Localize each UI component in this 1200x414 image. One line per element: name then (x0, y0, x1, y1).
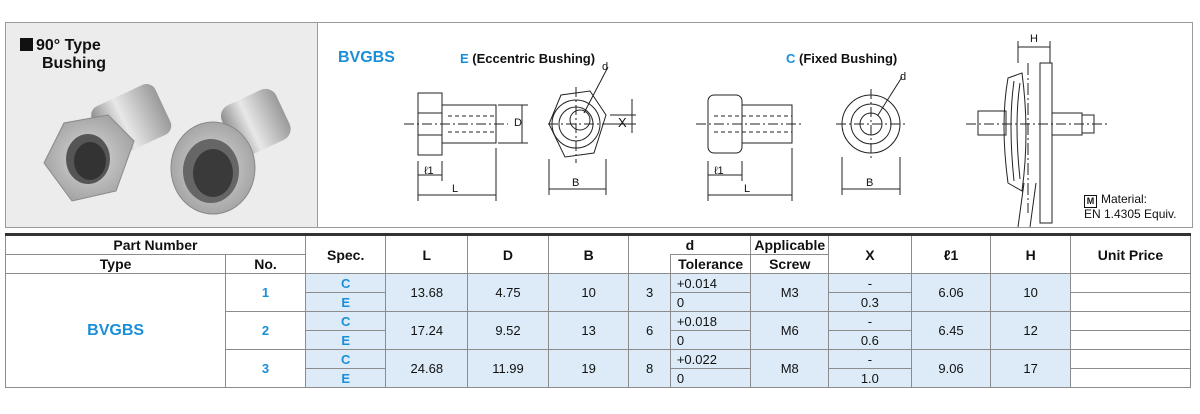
dimension-drawings (318, 23, 1192, 227)
unit-price-cell (1070, 312, 1190, 331)
l1-cell: 9.06 (911, 350, 991, 388)
no-cell: 3 (226, 350, 306, 388)
header-D: D (468, 235, 549, 274)
no-cell: 2 (226, 312, 306, 350)
L-cell: 24.68 (386, 350, 468, 388)
x-c-cell: - (829, 312, 912, 331)
header-no: No. (226, 255, 306, 274)
no-cell: 1 (226, 274, 306, 312)
x-e-cell: 0.3 (829, 293, 912, 312)
header-unit-price: Unit Price (1070, 235, 1190, 274)
series-name: BVGBS (338, 49, 395, 66)
x-e-cell: 1.0 (829, 369, 912, 388)
material-note: M Material: EN 1.4305 Equiv. (1084, 192, 1177, 221)
spec-e-cell[interactable]: E (305, 331, 386, 350)
dim-label-B-c: B (866, 177, 874, 189)
dim-label-d-c: d (900, 71, 907, 83)
spec-e-cell[interactable]: E (305, 369, 386, 388)
product-header-panel (5, 22, 1193, 228)
D-cell: 9.52 (468, 312, 549, 350)
technical-drawings (318, 23, 1192, 227)
type-cell: BVGBS (6, 274, 226, 388)
header-type: Type (6, 255, 226, 274)
tolerance-lower-cell: 0 (670, 369, 751, 388)
dim-label-x: X (618, 115, 627, 130)
header-spec: Spec. (305, 235, 386, 274)
tolerance-upper-cell: +0.018 (670, 312, 751, 331)
d-cell: 8 (629, 350, 670, 388)
dim-label-H: H (1030, 33, 1038, 45)
screw-cell: M3 (751, 274, 829, 312)
spec-c-cell[interactable]: C (305, 312, 386, 331)
header-applicable: Applicable (751, 235, 829, 255)
bushing-photo (6, 23, 317, 227)
unit-price-cell (1070, 331, 1190, 350)
eccentric-side-view (404, 93, 528, 201)
H-cell: 10 (991, 274, 1071, 312)
eccentric-front-view (548, 67, 636, 195)
unit-price-cell (1070, 369, 1190, 388)
H-cell: 17 (991, 350, 1071, 388)
type-title: 90° Type Bushing (20, 37, 106, 73)
header-X: X (829, 235, 912, 274)
D-cell: 11.99 (468, 350, 549, 388)
spec-e-cell[interactable]: E (305, 293, 386, 312)
x-e-cell: 0.6 (829, 331, 912, 350)
x-c-cell: - (829, 274, 912, 293)
header-L: L (386, 235, 468, 274)
spec-c-cell[interactable]: C (305, 350, 386, 369)
header-l1: ℓ1 (911, 235, 991, 274)
B-cell: 19 (548, 350, 629, 388)
d-cell: 6 (629, 312, 670, 350)
header-B: B (548, 235, 629, 274)
screw-cell: M6 (751, 312, 829, 350)
B-cell: 13 (548, 312, 629, 350)
spec-table (5, 233, 1191, 388)
d-cell: 3 (629, 274, 670, 312)
dim-label-l1-c: ℓ1 (714, 165, 724, 177)
tolerance-upper-cell: +0.014 (670, 274, 751, 293)
D-cell: 4.75 (468, 274, 549, 312)
H-cell: 12 (991, 312, 1071, 350)
header-screw: Screw (751, 255, 829, 274)
dim-label-l1-e: ℓ1 (424, 165, 434, 177)
unit-price-cell (1070, 274, 1190, 293)
dim-label-L-c: L (744, 183, 751, 195)
tolerance-upper-cell: +0.022 (670, 350, 751, 369)
header-tolerance: Tolerance (670, 255, 751, 274)
unit-price-cell (1070, 293, 1190, 312)
fixed-label: C (Fixed Bushing) (786, 51, 898, 66)
x-c-cell: - (829, 350, 912, 369)
tolerance-lower-cell: 0 (670, 331, 751, 350)
screw-cell: M8 (751, 350, 829, 388)
table-row (6, 274, 1191, 293)
header-H: H (991, 235, 1071, 274)
product-photo-panel (6, 23, 318, 227)
dim-label-d-e: d (602, 61, 609, 73)
header-row-1 (6, 235, 1191, 255)
L-cell: 13.68 (386, 274, 468, 312)
material-icon: M (1084, 195, 1097, 208)
dim-label-B-e: B (572, 177, 580, 189)
unit-price-cell (1070, 350, 1190, 369)
eccentric-label: E (Eccentric Bushing) (460, 51, 596, 66)
dim-label-D: D (514, 117, 522, 129)
l1-cell: 6.45 (911, 312, 991, 350)
l1-cell: 6.06 (911, 274, 991, 312)
header-d: d (629, 235, 751, 255)
L-cell: 17.24 (386, 312, 468, 350)
B-cell: 10 (548, 274, 629, 312)
header-part-number: Part Number (6, 235, 306, 255)
spec-c-cell[interactable]: C (305, 274, 386, 293)
dim-label-L-e: L (452, 183, 459, 195)
tolerance-lower-cell: 0 (670, 293, 751, 312)
